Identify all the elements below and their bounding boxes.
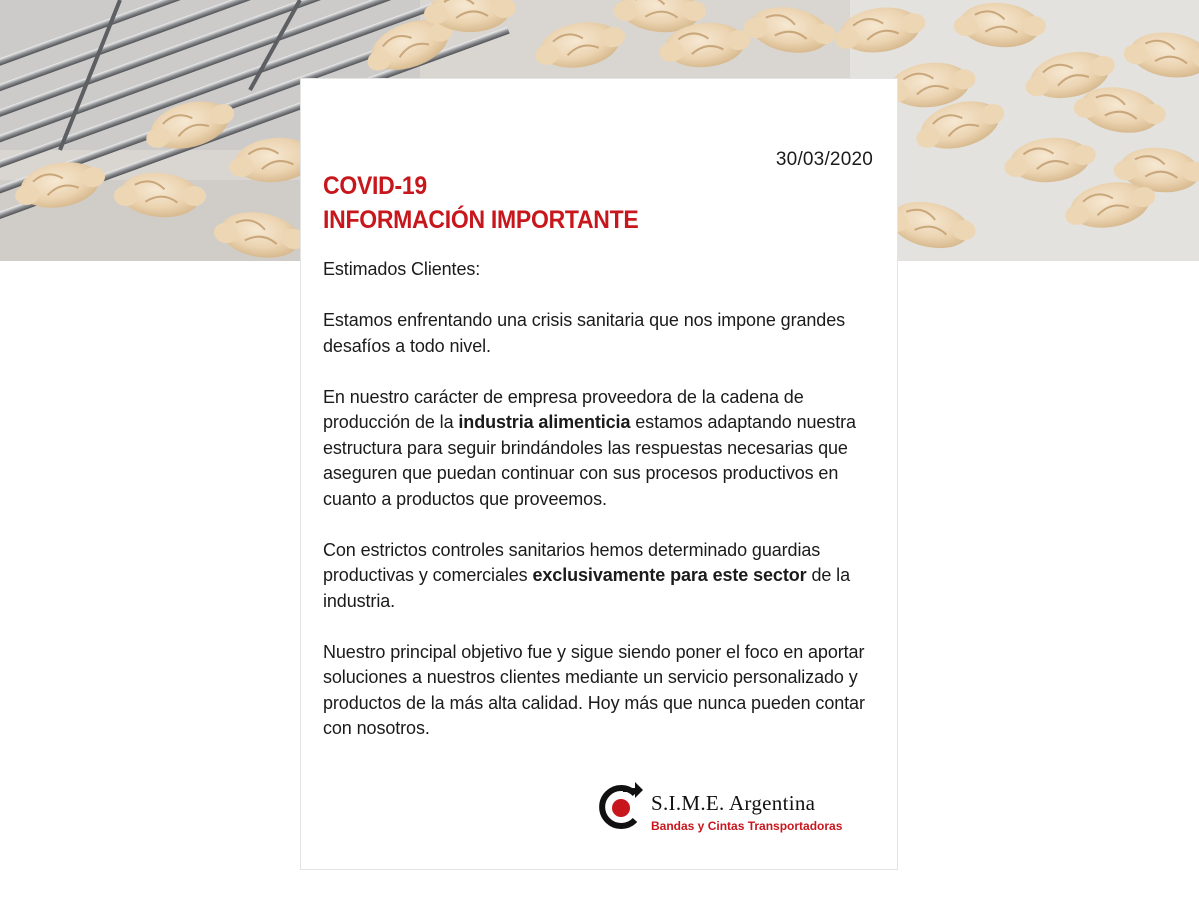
greeting: Estimados Clientes:: [323, 259, 481, 279]
paragraph-3: [323, 538, 883, 615]
letter-title: [323, 169, 638, 237]
sime-logo-icon: [595, 779, 645, 835]
title-line-2: INFORMACIÓN IMPORTANTE: [323, 206, 639, 234]
paragraph-3-text-a: Con estrictos controles sanitarios hemos determinado guardias productivas y comerciales: [323, 539, 821, 585]
paragraph-3-text-b: de la industria.: [323, 565, 850, 611]
paragraph-2-text-b: estamos adaptando nuestra estructura para seguir brindándoles las respuestas necesarias que aseguren que puedan continuar con sus procesos productivos en cuanto a productos que proveemos.: [323, 412, 856, 509]
letter-card: [300, 78, 898, 870]
paragraph-2-text-a: En nuestro carácter de empresa proveedora de la cadena de producción de la: [323, 386, 804, 432]
title-line-1: COVID-19: [323, 172, 427, 200]
company-logo: [595, 779, 855, 839]
letter-date: 30/03/2020: [775, 149, 873, 170]
paragraph-2: [323, 385, 883, 513]
paragraph-1: Estamos enfrentando una crisis sanitaria que nos impone grandes desafíos a todo nivel.: [323, 310, 846, 356]
paragraph-3-bold: exclusivamente para este sector: [532, 565, 807, 585]
logo-tagline: Bandas y Cintas Transportadoras: [651, 819, 843, 833]
letter-body: [323, 257, 883, 767]
logo-name: S.I.M.E. Argentina: [651, 791, 816, 815]
paragraph-2-bold: industria alimenticia: [458, 412, 631, 432]
paragraph-4: Nuestro principal objetivo fue y sigue siendo poner el foco en aportar soluciones a nuestros clientes mediante un servicio personalizado y productos de la más alta calidad. Hoy más que nunca pueden contar con nosotros.: [323, 641, 865, 738]
